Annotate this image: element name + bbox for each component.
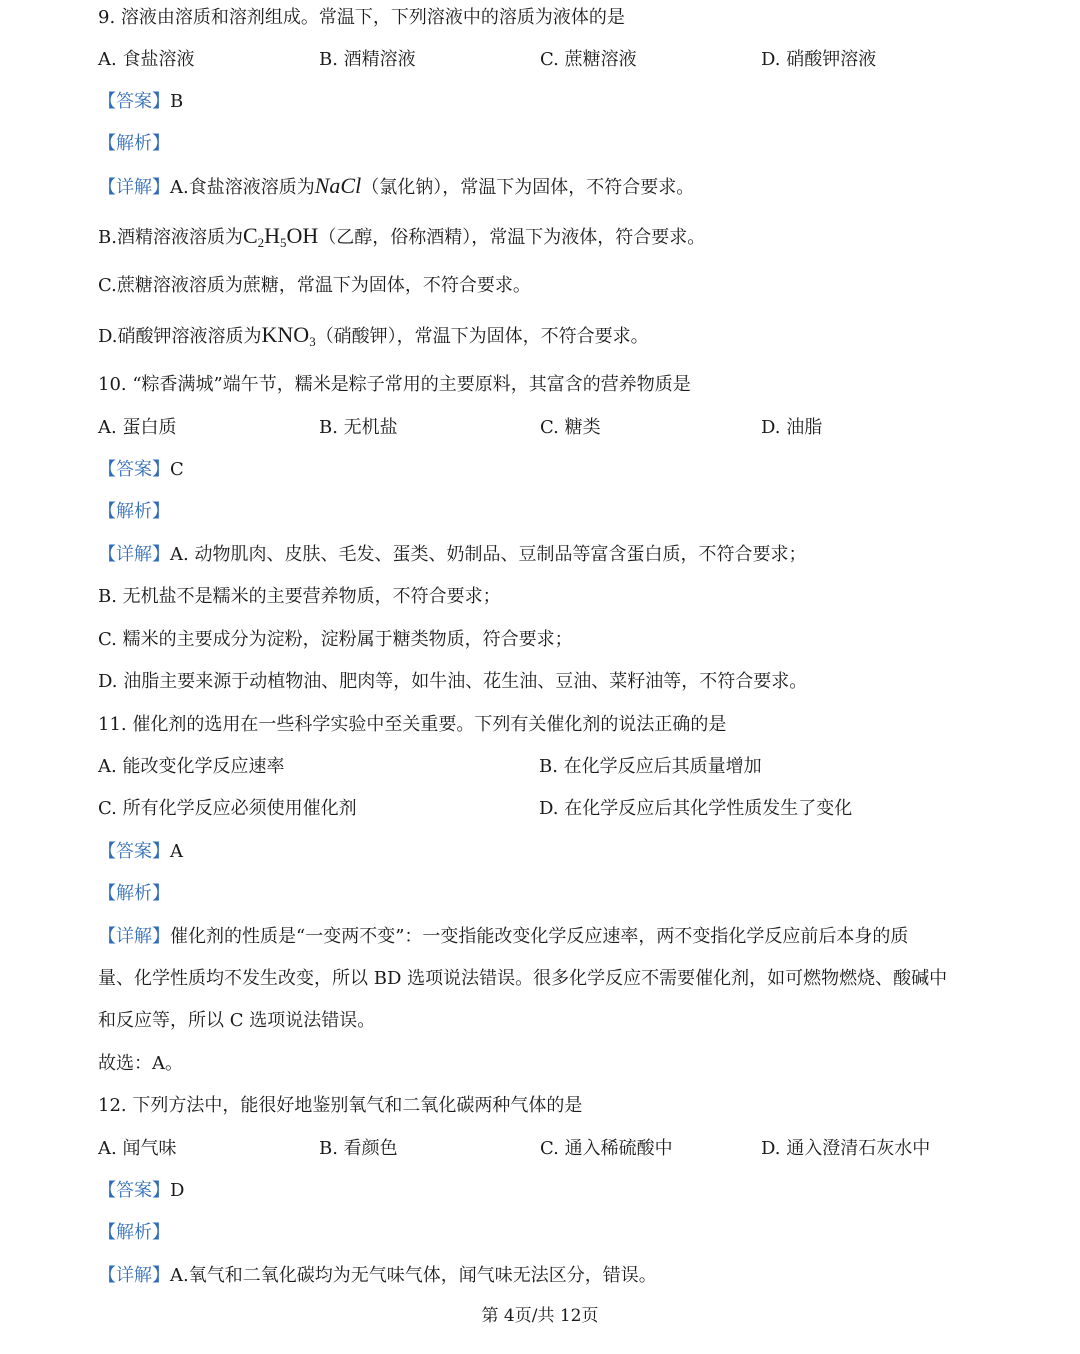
q9-detail-a-text1: A.食盐溶液溶质为 <box>170 177 315 198</box>
q9-detail-a-text2: （氯化钠），常温下为固体，不符合要求。 <box>361 177 695 198</box>
answer-tag: 【答案】 <box>98 91 170 112</box>
q11-option-d: D. 在化学反应后其化学性质发生了变化 <box>539 798 853 819</box>
q11-choice: 故选：A。 <box>98 1053 183 1074</box>
q10-detail-d: D. 油脂主要来源于动植物油、肥肉等，如牛油、花生油、豆油、菜籽油等，不符合要求。 <box>98 671 808 692</box>
q10-detail-c: C. 糯米的主要成分为淀粉，淀粉属于糖类物质，符合要求； <box>98 629 573 650</box>
analysis-tag: 【解析】 <box>98 1222 170 1243</box>
ethanol-formula-sub1: 2 <box>257 235 265 250</box>
q9-stem: 9. 溶液由溶质和溶剂组成。常温下，下列溶液中的溶质为液体的是 <box>98 7 625 28</box>
q12-answer <box>98 1179 184 1203</box>
q11-detail-line1-text: 催化剂的性质是“一变两不变”：一变指能改变化学反应速率，两不变指化学反应前后本身的质 <box>170 926 909 947</box>
page-number-footer: 第 4页/共 12页 <box>481 1306 599 1326</box>
q11-answer-value: A <box>170 841 183 862</box>
q11-detail-line2: 量、化学性质均不发生改变，所以 BD 选项说法错误。很多化学反应不需要催化剂，如可燃物燃烧、酸碱中 <box>98 968 948 989</box>
q11-answer <box>98 840 183 864</box>
kno3-formula-sub: 3 <box>309 334 316 349</box>
kno3-formula-main: KNO <box>261 322 310 347</box>
q10-option-b: B. 无机盐 <box>319 417 398 438</box>
q9-detail-a <box>98 174 694 200</box>
ethanol-formula-oh: OH <box>286 223 319 248</box>
q9-detail-b-text2: （乙醇，俗称酒精），常温下为液体，符合要求。 <box>318 227 706 248</box>
q10-option-d: D. 油脂 <box>761 417 823 438</box>
q9-analysis <box>98 132 170 156</box>
ethanol-formula <box>243 223 318 248</box>
q10-option-c: C. 糖类 <box>540 417 601 438</box>
analysis-tag: 【解析】 <box>98 501 170 522</box>
q9-detail-d-text2: （硝酸钾），常温下为固体，不符合要求。 <box>315 326 649 347</box>
q10-stem: 10. “粽香满城”端午节，糯米是粽子常用的主要原料，其富含的营养物质是 <box>98 374 691 395</box>
q12-option-a: A. 闻气味 <box>98 1138 177 1159</box>
q9-option-b: B. 酒精溶液 <box>319 49 416 70</box>
q11-detail-line3: 和反应等，所以 C 选项说法错误。 <box>98 1010 376 1031</box>
detail-tag: 【详解】 <box>98 1265 170 1286</box>
q9-option-d: D. 硝酸钾溶液 <box>761 49 877 70</box>
q10-detail-b: B. 无机盐不是糯米的主要营养物质，不符合要求； <box>98 586 501 607</box>
q11-detail-line1 <box>98 925 908 949</box>
analysis-tag: 【解析】 <box>98 133 170 154</box>
q10-detail-a-text: A. 动物肌肉、皮肤、毛发、蛋类、奶制品、豆制品等富含蛋白质，不符合要求； <box>170 544 807 565</box>
answer-tag: 【答案】 <box>98 841 170 862</box>
answer-tag: 【答案】 <box>98 1180 170 1201</box>
q11-stem: 11. 催化剂的选用在一些科学实验中至关重要。下列有关催化剂的说法正确的是 <box>98 714 727 735</box>
q11-option-c: C. 所有化学反应必须使用催化剂 <box>98 798 357 819</box>
q12-analysis <box>98 1221 170 1245</box>
answer-tag: 【答案】 <box>98 459 170 480</box>
q9-detail-d-text1: D.硝酸钾溶液溶质为 <box>98 326 262 347</box>
q12-stem: 12. 下列方法中，能很好地鉴别氧气和二氧化碳两种气体的是 <box>98 1095 583 1116</box>
q10-detail-a <box>98 543 806 567</box>
q12-option-b: B. 看颜色 <box>319 1138 398 1159</box>
q10-answer-value: C <box>170 459 184 480</box>
q10-analysis <box>98 500 170 524</box>
q11-option-b: B. 在化学反应后其质量增加 <box>539 756 762 777</box>
q12-answer-value: D <box>170 1180 185 1201</box>
ethanol-formula-sub2: 5 <box>280 235 287 250</box>
q12-detail-a <box>98 1264 657 1288</box>
q12-option-c: C. 通入稀硫酸中 <box>540 1138 673 1159</box>
q11-option-a: A. 能改变化学反应速率 <box>98 756 285 777</box>
q9-detail-b-text1: B.酒精溶液溶质为 <box>98 227 243 248</box>
q9-answer <box>98 90 183 114</box>
analysis-tag: 【解析】 <box>98 883 170 904</box>
detail-tag: 【详解】 <box>98 544 170 565</box>
q9-detail-b <box>98 224 705 250</box>
q10-option-a: A. 蛋白质 <box>98 417 177 438</box>
q9-detail-d <box>98 323 649 349</box>
kno3-formula <box>262 322 316 347</box>
q12-detail-a-text: A.氧气和二氧化碳均为无气味气体，闻气味无法区分，错误。 <box>170 1265 657 1286</box>
q9-option-c: C. 蔗糖溶液 <box>540 49 637 70</box>
detail-tag: 【详解】 <box>98 177 170 198</box>
ethanol-formula-h: H <box>264 223 281 248</box>
q9-detail-c: C.蔗糖溶液溶质为蔗糖，常温下为固体，不符合要求。 <box>98 275 531 296</box>
q9-answer-value: B <box>170 91 184 112</box>
nacl-formula: NaCl <box>314 173 362 198</box>
detail-tag: 【详解】 <box>98 926 170 947</box>
q11-analysis <box>98 882 170 906</box>
q9-option-a: A. 食盐溶液 <box>98 49 195 70</box>
ethanol-formula-c: C <box>242 223 258 248</box>
q12-option-d: D. 通入澄清石灰水中 <box>761 1138 931 1159</box>
q10-answer <box>98 458 184 482</box>
